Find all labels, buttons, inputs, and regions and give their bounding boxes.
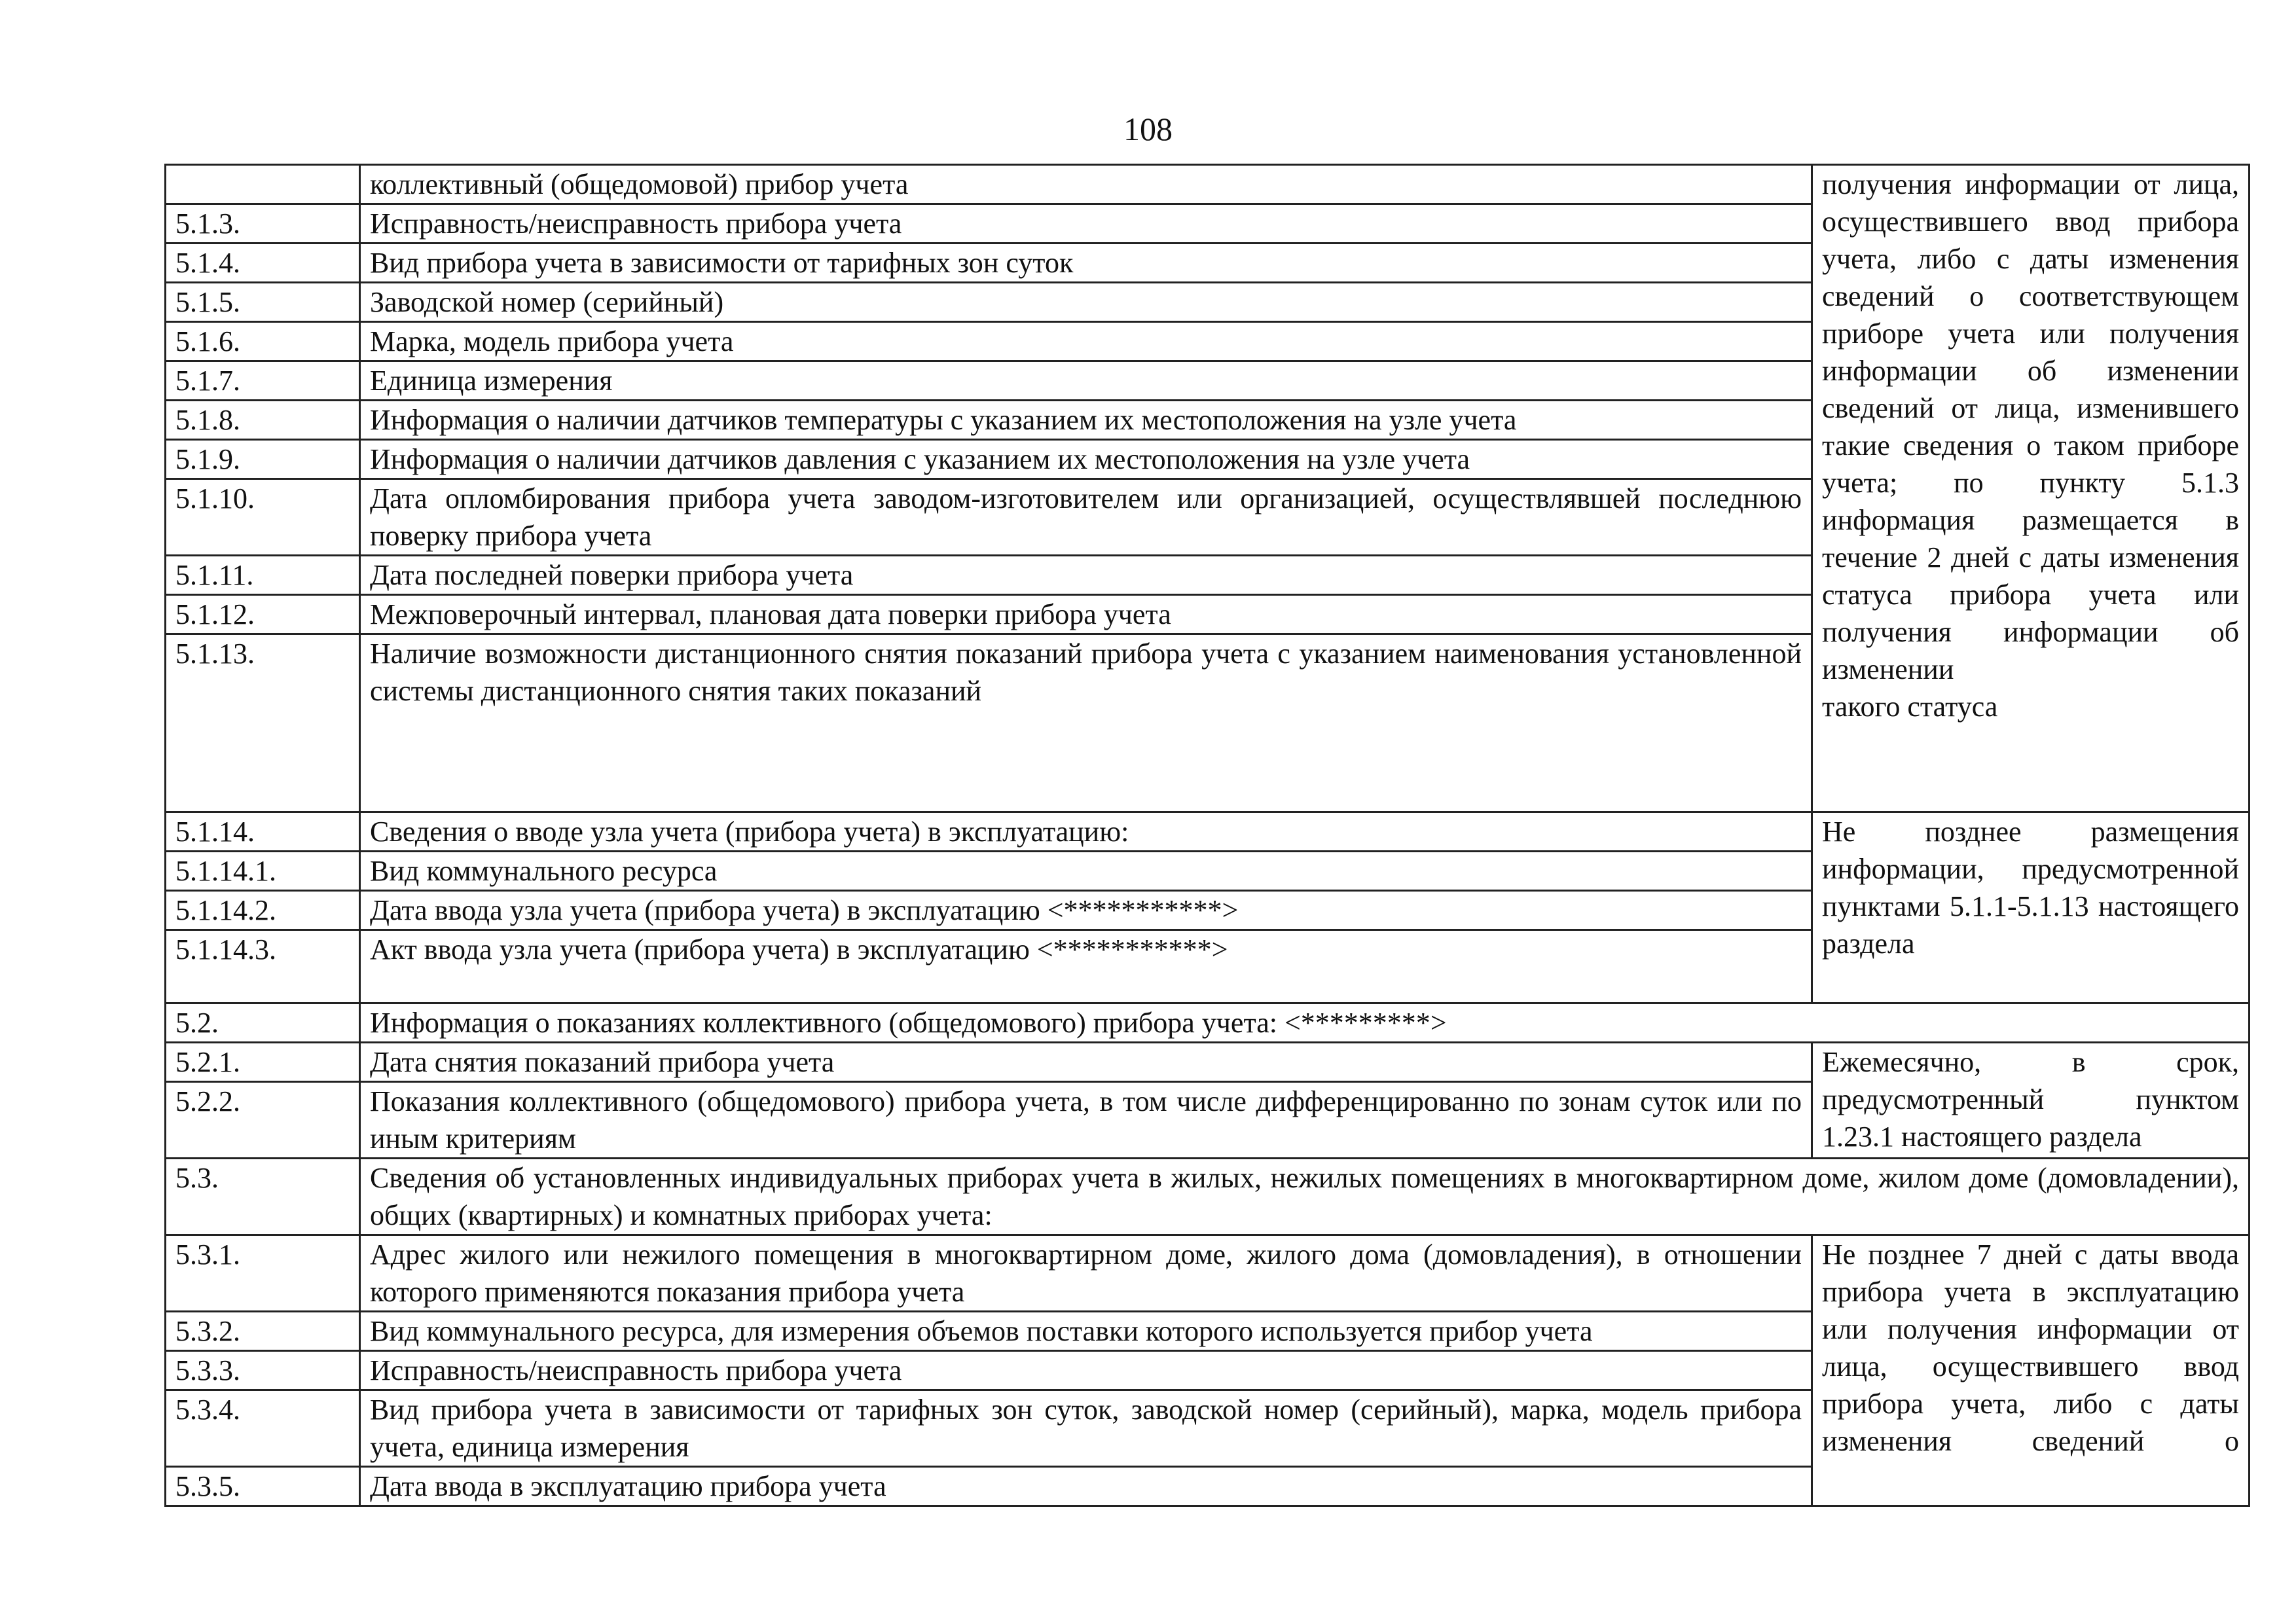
requirements-table bbox=[164, 164, 2250, 1507]
row-number: 5.1.7. bbox=[166, 361, 360, 401]
row-text: Единица измерения bbox=[360, 361, 1812, 401]
row-number: 5.1.10. bbox=[166, 479, 360, 556]
row-text: Вид прибора учета в зависимости от тарифных зон суток bbox=[360, 244, 1812, 283]
row-number: 5.3.4. bbox=[166, 1390, 360, 1467]
row-number: 5.1.14. bbox=[166, 812, 360, 852]
row-text: Дата снятия показаний прибора учета bbox=[360, 1043, 1812, 1082]
deadline-cell bbox=[1812, 1235, 2250, 1506]
row-number: 5.1.14.3. bbox=[166, 930, 360, 1003]
row-text: Информация о показаниях коллективного (общедомового) прибора учета: <*********> bbox=[360, 1003, 2250, 1043]
row-text: Вид коммунального ресурса bbox=[360, 852, 1812, 891]
row-text: Исправность/неисправность прибора учета bbox=[360, 1351, 1812, 1390]
row-number: 5.1.6. bbox=[166, 322, 360, 361]
row-text: Дата последней поверки прибора учета bbox=[360, 556, 1812, 595]
deadline-text-end: 1.23.1 настоящего раздела bbox=[1822, 1121, 2142, 1153]
row-text: Межповерочный интервал, плановая дата поверки прибора учета bbox=[360, 595, 1812, 634]
deadline-text: Ежемесячно, в срок, предусмотренный пунктом bbox=[1822, 1046, 2239, 1115]
row-number: 5.2. bbox=[166, 1003, 360, 1043]
row-text: Сведения о вводе узла учета (прибора учета) в эксплуатацию: bbox=[360, 812, 1812, 852]
row-number: 5.1.9. bbox=[166, 440, 360, 479]
row-text: Заводской номер (серийный) bbox=[360, 283, 1812, 322]
row-number: 5.2.1. bbox=[166, 1043, 360, 1082]
row-text: Марка, модель прибора учета bbox=[360, 322, 1812, 361]
row-text: Информация о наличии датчиков давления с указанием их местоположения на узле учета bbox=[360, 440, 1812, 479]
row-text: Сведения об установленных индивидуальных приборах учета в жилых, нежилых помещениях в многоквартирном доме, жилом доме (домовладении), общих (квартирных) и комнатных приборах учета: bbox=[360, 1159, 2250, 1235]
row-text: Акт ввода узла учета (прибора учета) в эксплуатацию <***********> bbox=[360, 930, 1812, 1003]
deadline-cell bbox=[1812, 1043, 2250, 1159]
table-row bbox=[166, 812, 2250, 852]
row-text: Информация о наличии датчиков температуры с указанием их местоположения на узле учета bbox=[360, 401, 1812, 440]
deadline-text-end: раздела bbox=[1822, 928, 1915, 960]
row-text: Наличие возможности дистанционного снятия показаний прибора учета с указанием наименования установленной системы дистанционного снятия таких показаний bbox=[360, 634, 1812, 812]
row-number: 5.1.11. bbox=[166, 556, 360, 595]
row-number: 5.2.2. bbox=[166, 1082, 360, 1159]
row-text: Вид прибора учета в зависимости от тарифных зон суток, заводской номер (серийный), марка, модель прибора учета, единица измерения bbox=[360, 1390, 1812, 1467]
table-row bbox=[166, 165, 2250, 204]
table-row bbox=[166, 1003, 2250, 1043]
row-number bbox=[166, 165, 360, 204]
deadline-cell bbox=[1812, 812, 2250, 1003]
row-text: Вид коммунального ресурса, для измерения объемов поставки которого используется прибор учета bbox=[360, 1312, 1812, 1351]
row-text: Дата опломбирования прибора учета заводом-изготовителем или организацией, осуществлявшей последнюю поверку прибора учета bbox=[360, 479, 1812, 556]
deadline-text: Не позднее 7 дней с даты ввода прибора учета в эксплуатацию или получения информации от лица, осуществившего ввод прибора учета, либо с даты изменения сведений о bbox=[1822, 1238, 2239, 1457]
row-text: Показания коллективного (общедомового) прибора учета, в том числе дифференцированно по зонам суток или по иным критериям bbox=[360, 1082, 1812, 1159]
row-text: Исправность/неисправность прибора учета bbox=[360, 204, 1812, 244]
row-number: 5.3.5. bbox=[166, 1467, 360, 1506]
page-number: 108 bbox=[1123, 111, 1173, 147]
deadline-cell bbox=[1812, 165, 2250, 812]
row-number: 5.1.3. bbox=[166, 204, 360, 244]
row-number: 5.1.4. bbox=[166, 244, 360, 283]
table-row bbox=[166, 1235, 2250, 1312]
deadline-text: Не позднее размещения информации, предусмотренной пунктами 5.1.1-5.1.13 настоящего bbox=[1822, 816, 2239, 922]
row-number: 5.1.12. bbox=[166, 595, 360, 634]
row-number: 5.1.13. bbox=[166, 634, 360, 812]
row-number: 5.1.14.2. bbox=[166, 891, 360, 930]
row-text: Адрес жилого или нежилого помещения в многоквартирном доме, жилого дома (домовладения), в отношении которого применяются показания прибора учета bbox=[360, 1235, 1812, 1312]
row-number: 5.3.2. bbox=[166, 1312, 360, 1351]
deadline-text: получения информации от лица, осуществившего ввод прибора учета, либо с даты изменения сведений о соответствующем приборе учета или получения информации об изменении сведений от лица, изменившего такие сведения о таком приборе учета; по пункту 5.1.3 информация размещается в течение 2 дней с даты изменения статуса прибора учета или получения информации об изменении bbox=[1822, 168, 2239, 685]
row-number: 5.1.8. bbox=[166, 401, 360, 440]
row-number: 5.3. bbox=[166, 1159, 360, 1235]
row-number: 5.3.1. bbox=[166, 1235, 360, 1312]
row-text: Дата ввода узла учета (прибора учета) в эксплуатацию <***********> bbox=[360, 891, 1812, 930]
row-number: 5.1.14.1. bbox=[166, 852, 360, 891]
row-number: 5.1.5. bbox=[166, 283, 360, 322]
table-row bbox=[166, 1159, 2250, 1235]
table-row bbox=[166, 1043, 2250, 1082]
deadline-text-end: такого статуса bbox=[1822, 691, 1998, 723]
row-number: 5.3.3. bbox=[166, 1351, 360, 1390]
row-text: Дата ввода в эксплуатацию прибора учета bbox=[360, 1467, 1812, 1506]
row-text: коллективный (общедомовой) прибор учета bbox=[360, 165, 1812, 204]
